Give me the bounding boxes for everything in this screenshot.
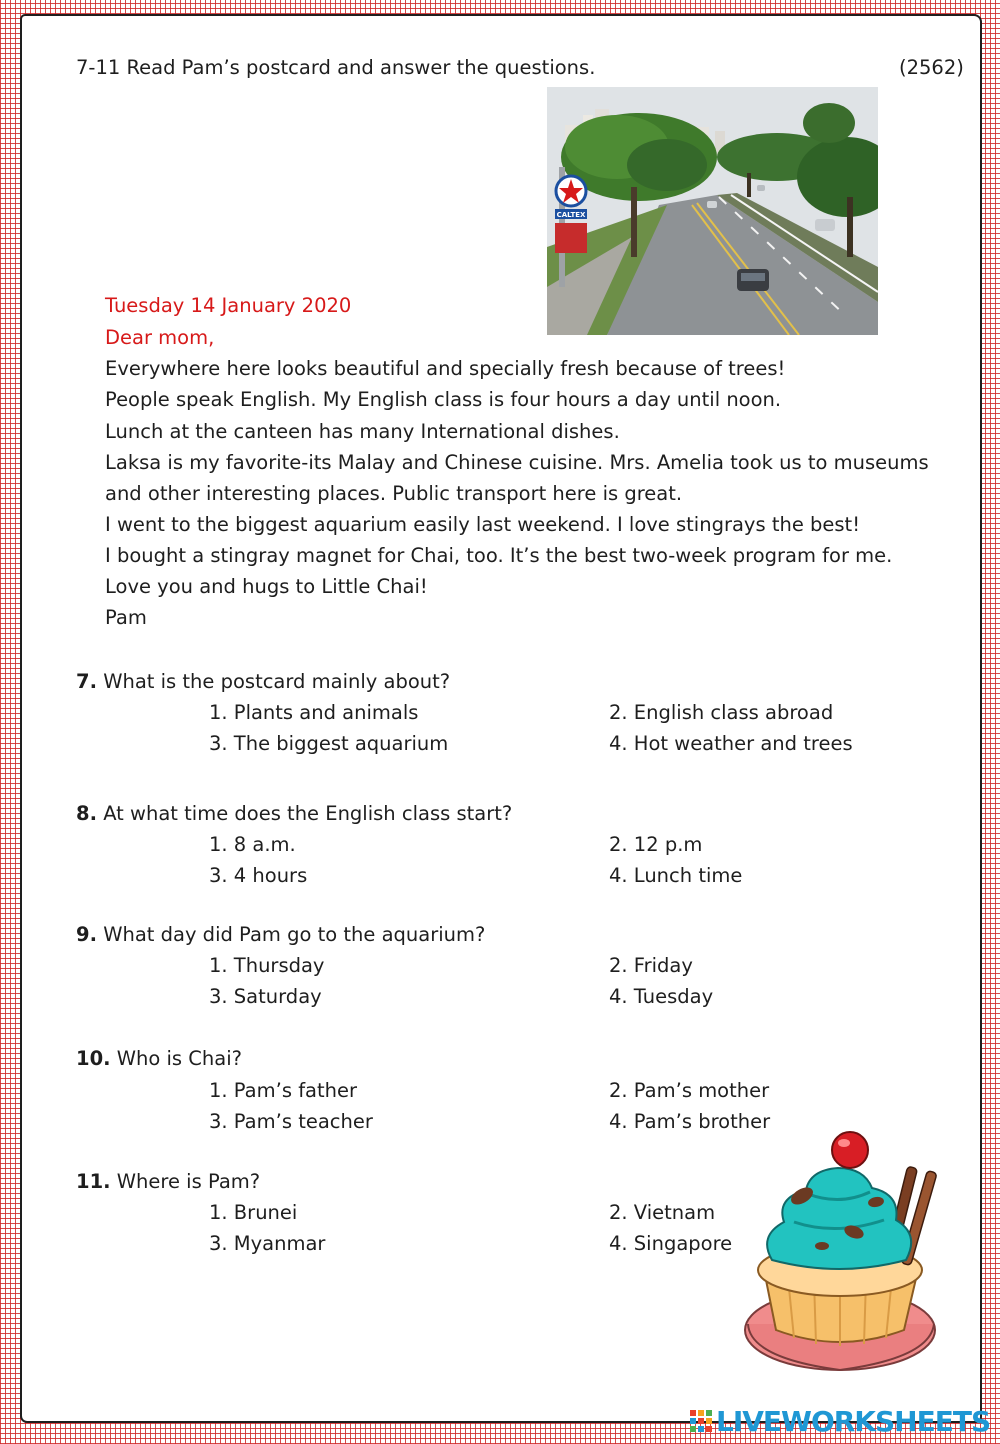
question-number: 10. xyxy=(76,1047,111,1070)
answer-option[interactable]: 4. Singapore xyxy=(609,1232,733,1255)
postcard-line: Lunch at the canteen has many International dishes. xyxy=(105,420,620,443)
answer-option[interactable]: 1. 8 a.m. xyxy=(209,833,296,856)
answer-option[interactable]: 3. Pam’s teacher xyxy=(209,1110,373,1133)
answer-option[interactable]: 1. Plants and animals xyxy=(209,701,419,724)
question-10 xyxy=(76,1047,242,1071)
question-text: What is the postcard mainly about? xyxy=(103,670,451,693)
postcard-date: Tuesday 14 January 2020 xyxy=(105,294,352,317)
postcard-line: and other interesting places. Public transport here is great. xyxy=(105,482,683,505)
question-11 xyxy=(76,1170,260,1194)
answer-option[interactable]: 2. English class abroad xyxy=(609,701,834,724)
watermark-text: LIVEWORKSHEETS xyxy=(716,1405,991,1438)
question-8 xyxy=(76,802,512,826)
answer-option[interactable]: 2. Pam’s mother xyxy=(609,1079,770,1102)
liveworksheets-logo-icon xyxy=(690,1410,712,1432)
street-with-trees-photo xyxy=(547,87,878,335)
answer-option[interactable]: 2. Vietnam xyxy=(609,1201,716,1224)
postcard-line: Laksa is my favorite-its Malay and Chinese cuisine. Mrs. Amelia took us to museums xyxy=(105,451,929,474)
question-text: At what time does the English class start? xyxy=(103,802,513,825)
answer-option[interactable]: 4. Tuesday xyxy=(609,985,714,1008)
postcard-signature: Pam xyxy=(105,606,147,629)
answer-option[interactable]: 2. 12 p.m xyxy=(609,833,703,856)
question-number: 7. xyxy=(76,670,97,693)
year-label: (2562) xyxy=(899,56,964,79)
postcard-line: Everywhere here looks beautiful and specially fresh because of trees! xyxy=(105,357,786,380)
answer-option[interactable]: 3. Myanmar xyxy=(209,1232,326,1255)
answer-option[interactable]: 3. 4 hours xyxy=(209,864,308,887)
answer-option[interactable]: 4. Hot weather and trees xyxy=(609,732,853,755)
instruction-heading xyxy=(76,56,595,80)
question-number: 11. xyxy=(76,1170,111,1193)
cupcake-illustration xyxy=(736,1118,946,1380)
postcard-line: I bought a stingray magnet for Chai, too. It’s the best two-week program for me. xyxy=(105,544,893,567)
answer-option[interactable]: 4. Pam’s brother xyxy=(609,1110,771,1133)
question-text: What day did Pam go to the aquarium? xyxy=(103,923,486,946)
question-number: 8. xyxy=(76,802,97,825)
postcard-line: Love you and hugs to Little Chai! xyxy=(105,575,428,598)
answer-option[interactable]: 2. Friday xyxy=(609,954,693,977)
caltex-sign-text: CALTEX xyxy=(556,211,586,219)
answer-option[interactable]: 1. Thursday xyxy=(209,954,325,977)
postcard-line: I went to the biggest aquarium easily last weekend. I love stingrays the best! xyxy=(105,513,861,536)
question-number: 9. xyxy=(76,923,97,946)
postcard-line: People speak English. My English class is four hours a day until noon. xyxy=(105,388,782,411)
instruction-text: 7-11 Read Pam’s postcard and answer the questions. xyxy=(76,56,596,79)
answer-option[interactable]: 3. Saturday xyxy=(209,985,322,1008)
question-7 xyxy=(76,670,450,694)
answer-option[interactable]: 1. Brunei xyxy=(209,1201,298,1224)
question-text: Who is Chai? xyxy=(116,1047,242,1070)
answer-option[interactable]: 3. The biggest aquarium xyxy=(209,732,449,755)
question-9 xyxy=(76,923,485,947)
answer-option[interactable]: 4. Lunch time xyxy=(609,864,743,887)
question-text: Where is Pam? xyxy=(116,1170,261,1193)
answer-option[interactable]: 1. Pam’s father xyxy=(209,1079,358,1102)
postcard-greeting: Dear mom, xyxy=(105,326,215,349)
